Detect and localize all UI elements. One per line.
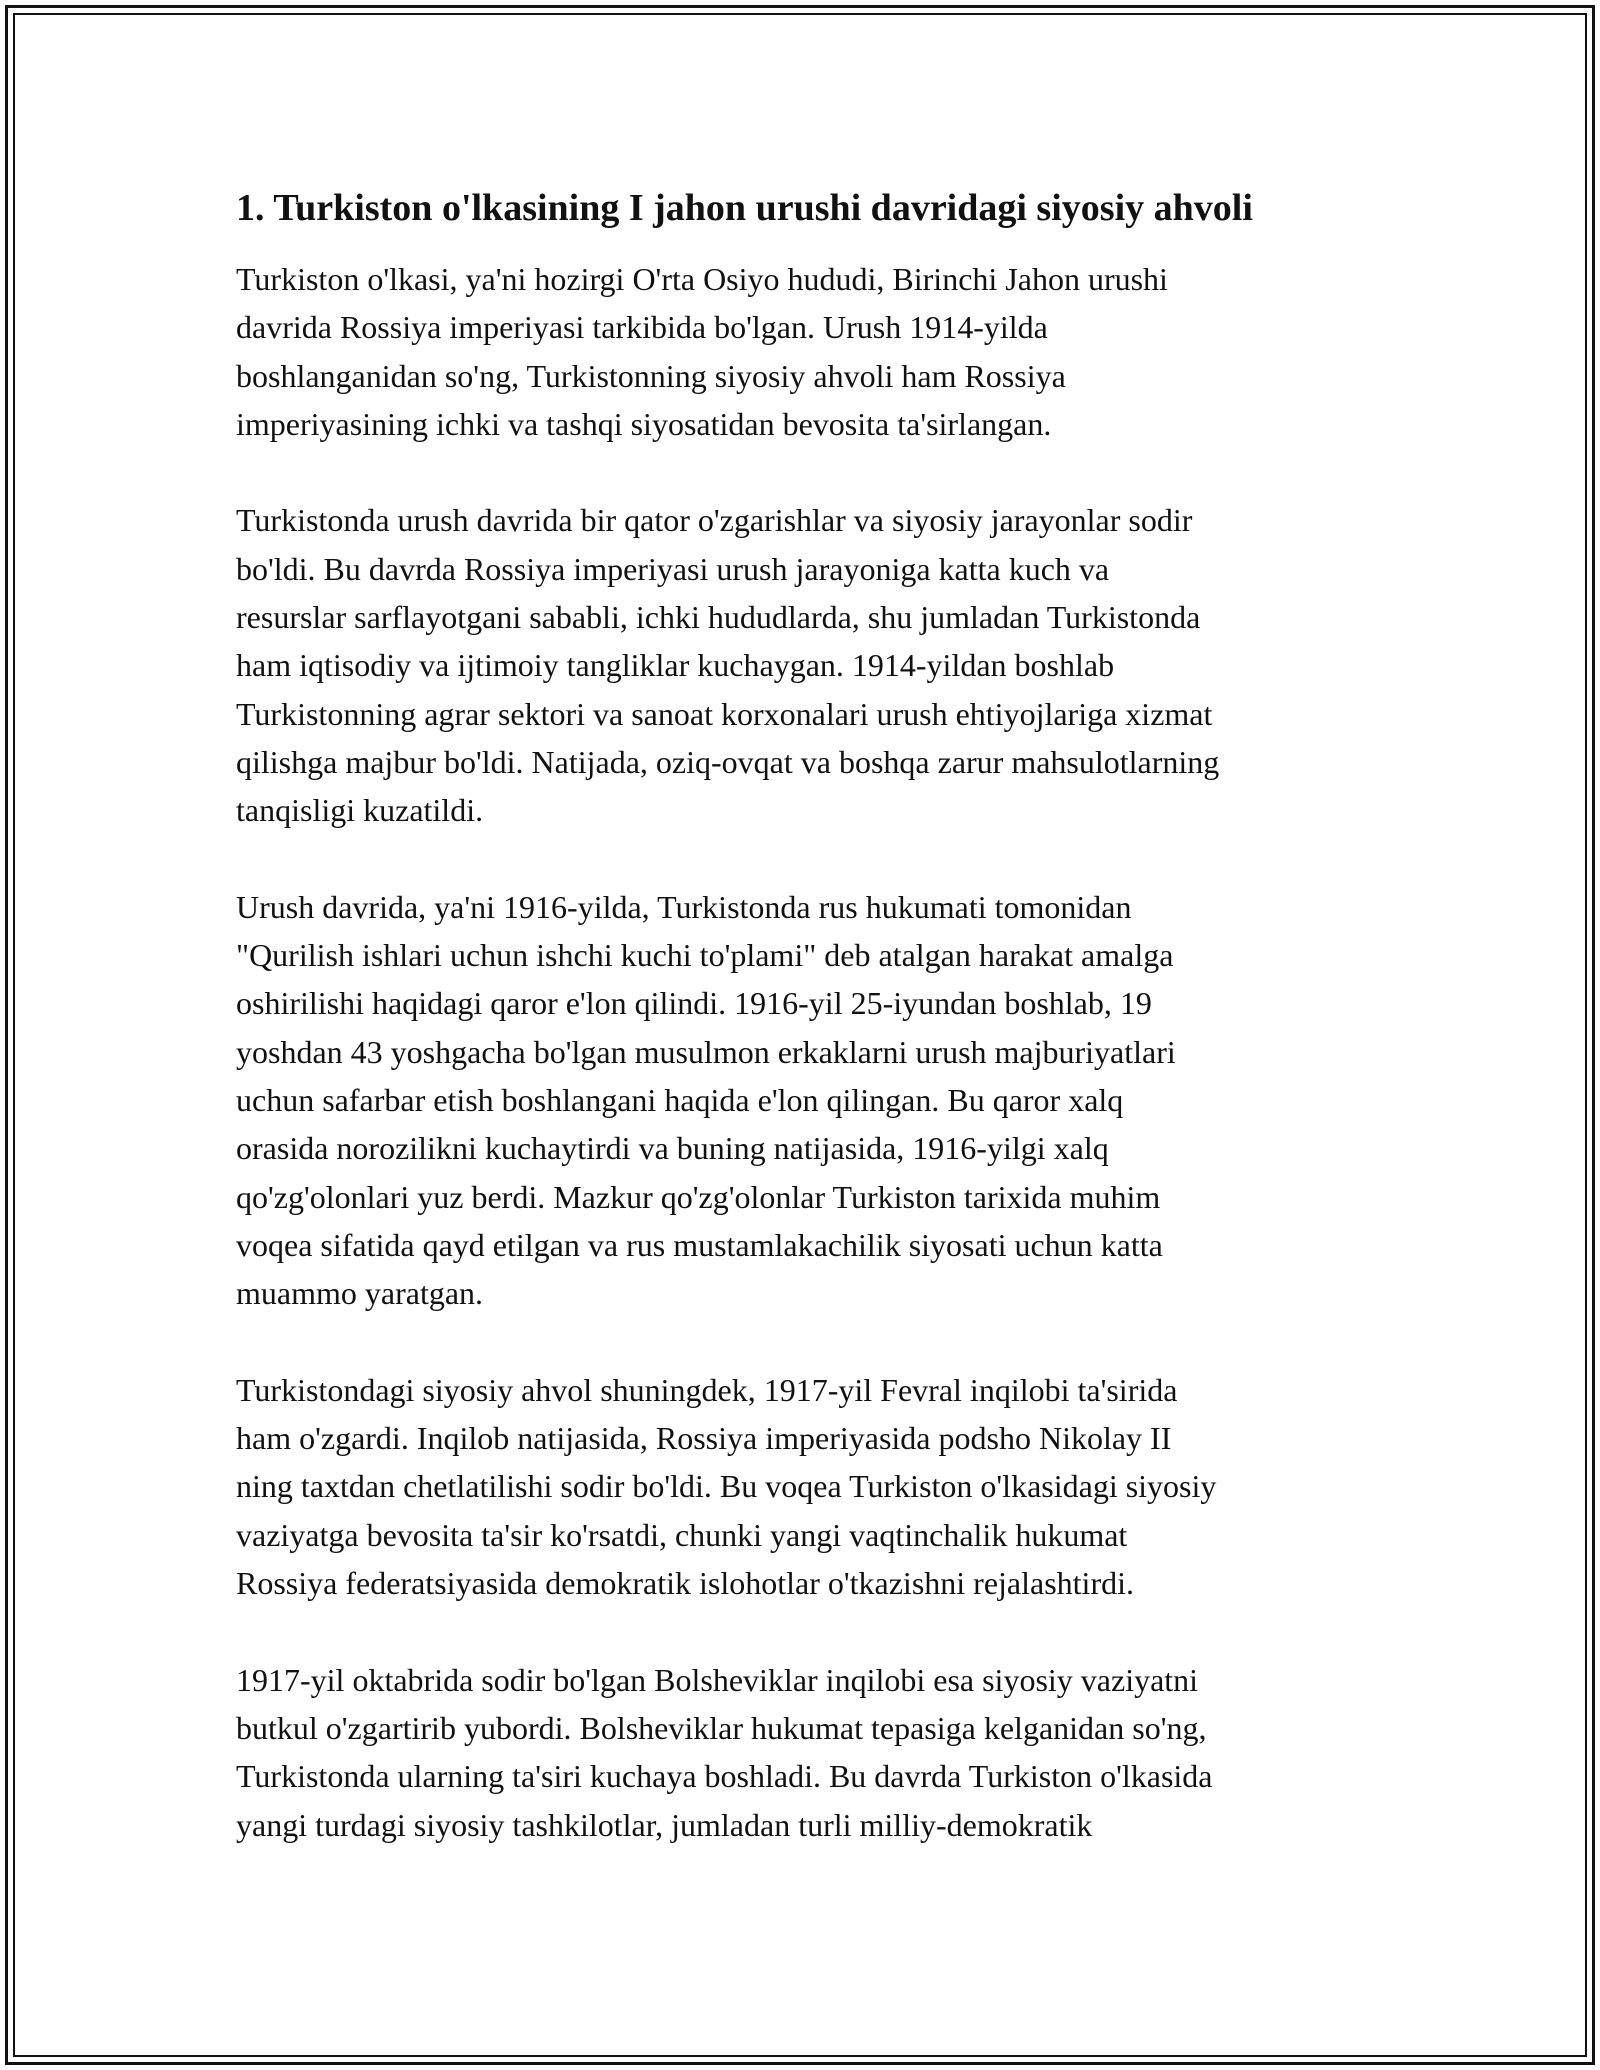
text-line: qo'zg'olonlari yuz berdi. Mazkur qo'zg'olonlar Turkiston tarixida muhim [236, 1178, 1161, 1215]
text-line: ham iqtisodiy va ijtimoiy tangliklar kuchaygan. 1914-yildan boshlab [236, 647, 1115, 684]
text-line: muammo yaratgan. [236, 1275, 484, 1312]
text-line: voqea sifatida qayd etilgan va rus mustamlakachilik siyosati uchun katta [236, 1226, 1163, 1263]
text-line: orasida norozilikni kuchaytirdi va buning natijasida, 1916-yilgi xalq [236, 1130, 1109, 1167]
text-line: 1917-yil oktabrida sodir bo'lgan Bolsheviklar inqilobi esa siyosiy vaziyatni [236, 1661, 1199, 1698]
text-line: Urush davrida, ya'ni 1916-yilda, Turkistonda rus hukumati tomonidan [236, 888, 1132, 925]
text-line: "Qurilish ishlari uchun ishchi kuchi to'plami" deb atalgan harakat amalga [236, 937, 1174, 974]
text-line: vaziyatga bevosita ta'sir ko'rsatdi, chunki yangi vaqtinchalik hukumat [236, 1516, 1128, 1553]
paragraph [236, 496, 1386, 834]
text-line: Rossiya federatsiyasida demokratik islohotlar o'tkazishni rejalashtirdi. [236, 1565, 1134, 1602]
text-line: qilishga majbur bo'ldi. Natijada, oziq-ovqat va boshqa zarur mahsulotlarning [236, 743, 1220, 780]
text-line: resurslar sarflayotgani sababli, ichki hududlarda, shu jumladan Turkistonda [236, 599, 1201, 636]
document-body [236, 183, 1386, 1897]
paragraphs-container [236, 255, 1386, 1849]
text-line: yangi turdagi siyosiy tashkilotlar, jumladan turli milliy-demokratik [236, 1806, 1093, 1843]
text-line: uchun safarbar etish boshlangani haqida e'lon qilingan. Bu qaror xalq [236, 1082, 1124, 1119]
paragraph [236, 1656, 1386, 1849]
paragraph [236, 255, 1386, 448]
text-line: tanqisligi kuzatildi. [236, 792, 484, 829]
text-line: imperiyasining ichki va tashqi siyosatidan bevosita ta'sirlangan. [236, 405, 1052, 442]
text-line: bo'ldi. Bu davrda Rossiya imperiyasi urush jarayoniga katta kuch va [236, 550, 1110, 587]
text-line: davrida Rossiya imperiyasi tarkibida bo'lgan. Urush 1914-yilda [236, 309, 1048, 346]
text-line: oshirilishi haqidagi qaror e'lon qilindi. 1916-yil 25-iyundan boshlab, 19 [236, 985, 1152, 1022]
text-line: Turkiston o'lkasi, ya'ni hozirgi O'rta Osiyo hududi, Birinchi Jahon urushi [236, 261, 1168, 297]
text-line: ning taxtdan chetlatilishi sodir bo'ldi. Bu voqea Turkiston o'lkasidagi siyosiy [236, 1468, 1217, 1505]
text-line: Turkistonda urush davrida bir qator o'zgarishlar va siyosiy jarayonlar sodir [236, 502, 1193, 539]
text-line: yoshdan 43 yoshgacha bo'lgan musulmon erkaklarni urush majburiyatlari [236, 1033, 1176, 1070]
document-title: 1. Turkiston o'lkasining I jahon urushi davridagi siyosiy ahvoli [236, 187, 1253, 229]
text-line: Turkistonda ularning ta'siri kuchaya boshladi. Bu davrda Turkiston o'lkasida [236, 1758, 1213, 1795]
paragraph [236, 1366, 1386, 1607]
text-line: butkul o'zgartirib yubordi. Bolsheviklar hukumat tepasiga kelganidan so'ng, [236, 1709, 1207, 1746]
text-line: Turkistonning agrar sektori va sanoat korxonalari urush ehtiyojlariga xizmat [236, 695, 1213, 732]
text-line: ham o'zgardi. Inqilob natijasida, Rossiya imperiyasida podsho Nikolay II [236, 1420, 1172, 1457]
text-line: boshlanganidan so'ng, Turkistonning siyosiy ahvoli ham Rossiya [236, 357, 1066, 394]
paragraph [236, 883, 1386, 1318]
text-line: Turkistondagi siyosiy ahvol shuningdek, 1917-yil Fevral inqilobi ta'sirida [236, 1371, 1178, 1408]
